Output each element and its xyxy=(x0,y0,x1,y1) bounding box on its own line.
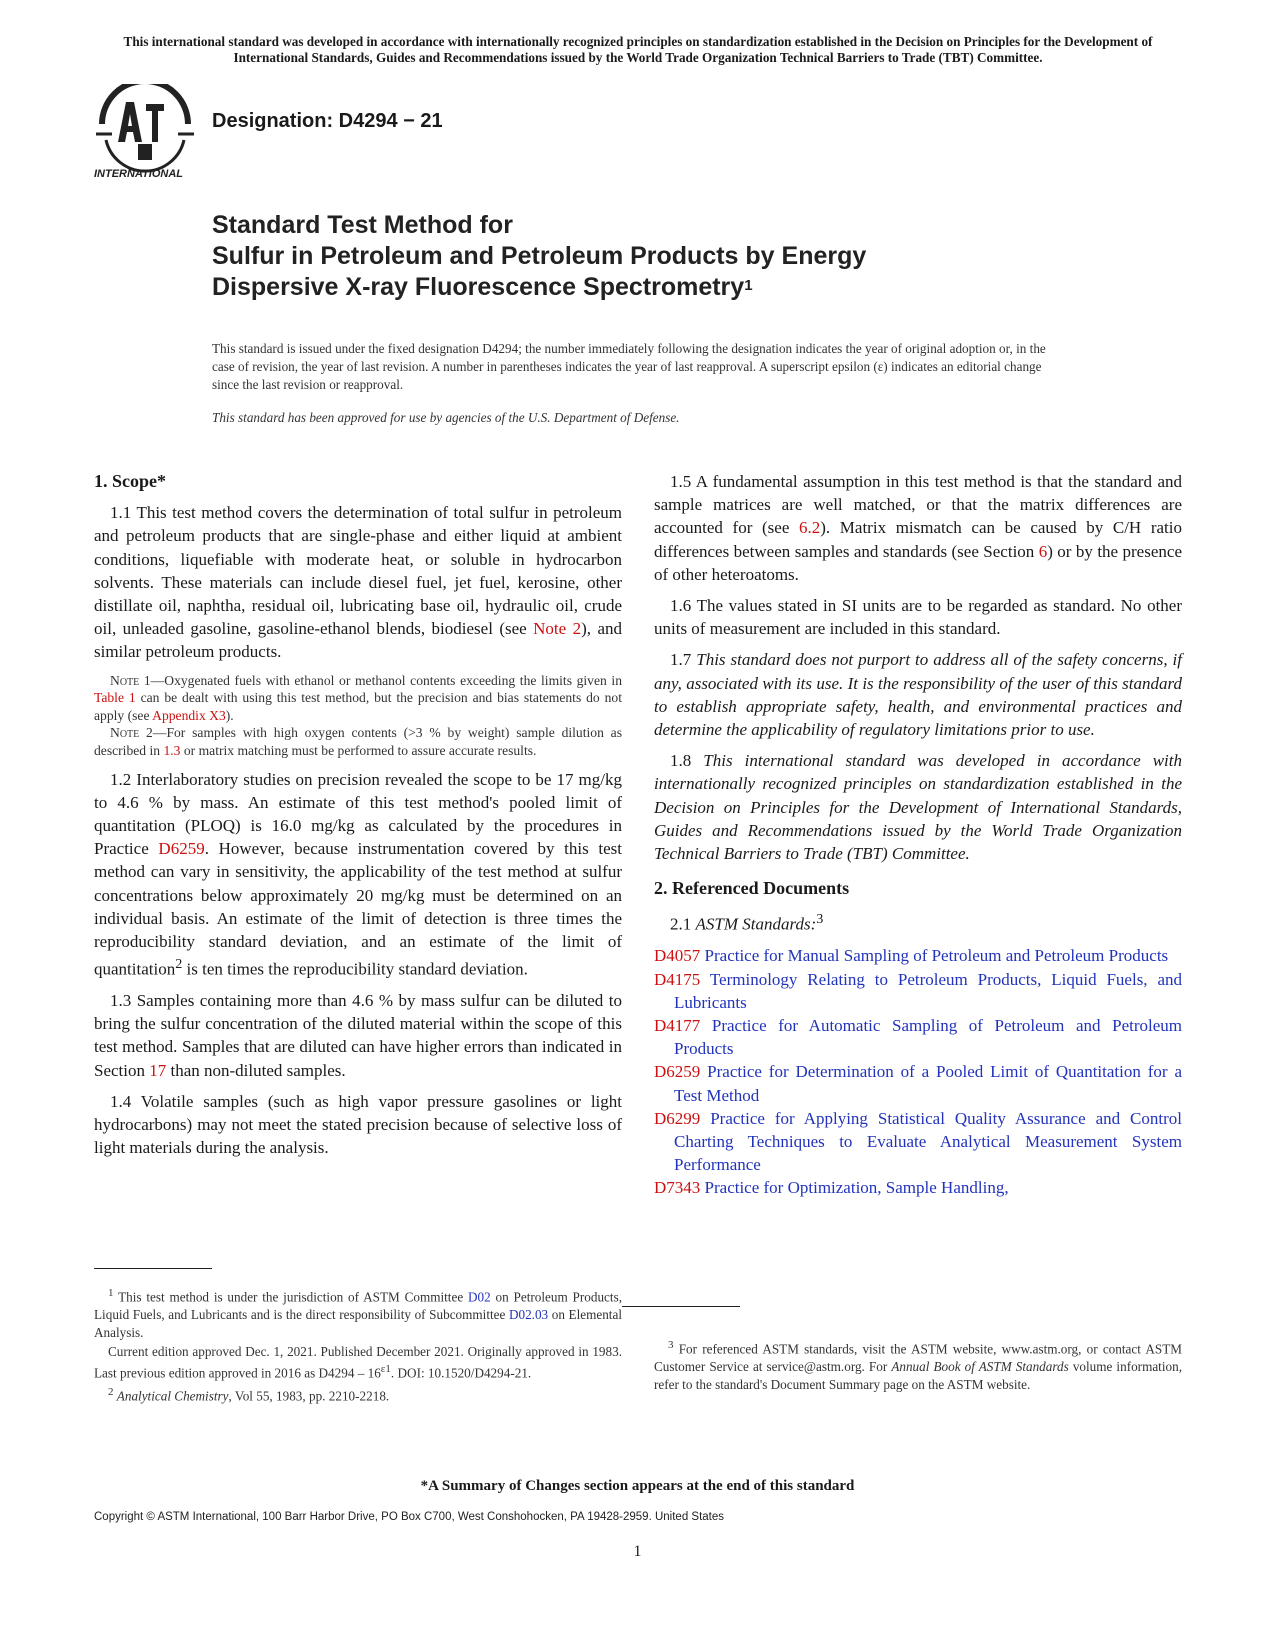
d02-link[interactable]: D02 xyxy=(468,1289,491,1305)
title-line-2: Sulfur in Petroleum and Petroleum Products by Energy xyxy=(212,242,867,270)
section-6-link[interactable]: 6 xyxy=(1038,541,1048,561)
note-2: Note 2—For samples with high oxygen contents (>3 % by weight) sample dilution as described in 1.3 or matrix matching must be performed to assure accurate results. xyxy=(94,725,622,758)
scope-heading: 1. Scope* xyxy=(94,471,166,491)
footnote-3: $^3$ For referenced ASTM standards, visit the ASTM website, www.astm.org, or contact ASTM Customer Service at service@astm.org. For Annual Book of ASTM Standards volume information, refer to the standard's Document Summary page on the ASTM website. xyxy=(654,1339,1182,1392)
d02-03-link[interactable]: D02.03 xyxy=(508,1306,549,1322)
paragraph-1-5: 1.5 A fundamental assumption in this test method is that the standard and sample matrices are well matched, or that the matrix differences are accounted for (see 6.2). Matrix mismatch can be caused by C/H ratio differences between samples and standards (see Section 6) or by the presence of other heteroatoms. xyxy=(654,472,1182,584)
standard-item-d6299 xyxy=(654,1107,1182,1177)
standard-title-link[interactable]: Practice for Automatic Sampling of Petroleum and Petroleum Products xyxy=(674,1015,1182,1059)
page-number: 1 xyxy=(633,1543,642,1560)
note-1: Note 1—Oxygenated fuels with ethanol or methanol contents exceeding the limits given in Table 1 can be dealt with using this test method, but the precision and bias statements do not apply (see Appendix X3). xyxy=(94,672,622,723)
notes-block xyxy=(94,672,622,760)
copyright-line: Copyright © ASTM International, 100 Barr Harbor Drive, PO Box C700, West Conshohocken, PA 19428-2959. United States xyxy=(94,1511,725,1523)
title-footnote-marker: 1 xyxy=(744,277,753,294)
note-2-link[interactable]: Note 2 xyxy=(533,619,582,639)
standard-title-link[interactable]: Terminology Relating to Petroleum Products, Liquid Fuels, and Lubricants xyxy=(674,969,1182,1012)
summary-of-changes-note: *A Summary of Changes section appears at the end of this standard xyxy=(420,1478,855,1494)
standard-title-link[interactable]: Practice for Determination of a Pooled Limit of Quantitation for a Test Method xyxy=(674,1062,1182,1105)
paragraph-1-4: 1.4 Volatile samples (such as high vapor pressure gasolines or light hydrocarbons) may not meet the stated precision because of selective loss of light materials during the analysis. xyxy=(94,1091,622,1158)
standard-item-d6259 xyxy=(654,1060,1182,1106)
standard-title-link[interactable]: Practice for Manual Sampling of Petroleum and Petroleum Products xyxy=(704,946,1169,966)
standards-list xyxy=(654,944,1182,1199)
title-line-3: Dispersive X-ray Fluorescence Spectrometry xyxy=(212,273,745,301)
footnotes-right xyxy=(654,1337,1182,1395)
footnote-2: $^2$ Analytical Chemistry, Vol 55, 1983, pp. 2210-2218. xyxy=(108,1385,390,1404)
footnote-divider-right xyxy=(622,1306,740,1307)
right-column xyxy=(654,470,1182,1200)
section-1-3-link[interactable]: 1.3 xyxy=(163,743,181,758)
section-6-2-link[interactable]: 6.2 xyxy=(799,518,821,538)
standard-code-link[interactable]: D4177 xyxy=(654,1015,701,1035)
standard-item-d4177 xyxy=(654,1014,1182,1060)
standard-code-link[interactable]: D4175 xyxy=(654,969,701,989)
dod-approval-note: This standard has been approved for use by agencies of the U.S. Department of Defense. xyxy=(212,410,680,425)
section-17-link[interactable]: 17 xyxy=(149,1060,167,1080)
table-1-link[interactable]: Table 1 xyxy=(94,690,136,706)
designation-note: This standard is issued under the fixed designation D4294; the number immediately following the designation indicates the year of original adoption or, in the case of revision, the year of last revision. A number in parentheses indicates the year of last reapproval. A superscript epsilon (ε) indicates an editorial change since the last revision or reapproval. xyxy=(212,341,1046,392)
standard-code-link[interactable]: D4057 xyxy=(654,946,701,966)
standard-code-link[interactable]: D7343 xyxy=(654,1178,701,1198)
logo-text: INTERNATIONAL xyxy=(94,168,184,180)
paragraph-1-6: 1.6 The values stated in SI units are to be regarded as standard. No other units of measurement are included in this standard. xyxy=(654,596,1182,639)
standard-title-link[interactable]: Practice for Applying Statistical Quality Assurance and Control Charting Techniques to Evaluate Analytical Measurement System Performance xyxy=(674,1108,1183,1175)
appendix-x3-link[interactable]: Appendix X3 xyxy=(152,707,226,723)
standard-item-d7343 xyxy=(654,1176,1182,1199)
top-notice: This international standard was developed in accordance with internationally recognized principles on standardization established in the Decision on Principles for the Development of International Standards, Guides and Recommendations issued by the World Trade Organization Technical Barriers to Trade (TBT) Committee. xyxy=(123,34,1153,65)
astm-standards-subheading: 2.1 ASTM Standards:$^3$ xyxy=(670,911,824,935)
d6259-link[interactable]: D6259 xyxy=(158,839,205,859)
standard-title-link[interactable]: Practice for Optimization, Sample Handling, xyxy=(704,1178,1009,1198)
standard-item-d4175 xyxy=(654,968,1182,1014)
left-column xyxy=(94,470,622,1168)
standard-code-link[interactable]: D6299 xyxy=(654,1108,701,1128)
footnotes-left xyxy=(94,1285,622,1407)
designation: Designation: D4294 − 21 xyxy=(212,110,443,132)
standard-code-link[interactable]: D6259 xyxy=(654,1062,701,1082)
title-line-1: Standard Test Method for xyxy=(212,211,513,239)
standard-item-d4057 xyxy=(654,944,1182,967)
paragraph-1-2: 1.2 Interlaboratory studies on precision revealed the scope to be 17 mg/kg to 4.6 % by mass. An estimate of this test method's pooled limit of quantitation (PLOQ) is 16.0 mg/kg as calculated by the procedures in Practice D6259. However, because instrumentation covered by this test method can vary in sensitivity, the applicability of the test method at sulfur concentrations below approximately 20 mg/kg must be determined on an individual basis. An estimate of the limit of detection is three times the reproducibility standard deviation, and an estimate of the limit of quantitation$^2$ is ten times the reproducibility standard deviation. xyxy=(94,769,622,979)
paragraph-1-7: 1.7 This standard does not purport to address all of the safety concerns, if any, associated with its use. It is the responsibility of the user of this standard to establish appropriate safety, health, and environmental practices and determine the applicability of regulatory limitations prior to use. xyxy=(654,650,1182,740)
footnote-1: $^1$ This test method is under the jurisdiction of ASTM Committee D02 on Petroleum Products, Liquid Fuels, and Lubricants and is the direct responsibility of Subcommittee D02.03 on Elemental Analysis. xyxy=(94,1287,622,1340)
paragraph-1-8: 1.8 This international standard was developed in accordance with internationally recognized principles on standardization established in the Decision on Principles for the Development of International Standards, Guides and Recommendations issued by the World Trade Organization Technical Barriers to Trade (TBT) Committee. xyxy=(654,751,1182,864)
paragraph-1-3: 1.3 Samples containing more than 4.6 % by mass sulfur can be diluted to bring the sulfur concentration of the diluted material within the scope of this test method. Samples that are diluted can have higher errors than indicated in Section 17 than non-diluted samples. xyxy=(94,991,622,1080)
footnote-1-edition: Current edition approved Dec. 1, 2021. Published December 2021. Originally approved in 1983. Last previous edition approved in 2016 as $D4294 - 16^{\varepsilon 1}$. DOI: 10.1520/D4294-21. xyxy=(94,1344,622,1381)
astm-logo-icon xyxy=(92,84,198,180)
footnote-divider-left xyxy=(94,1268,212,1269)
referenced-documents-heading: 2. Referenced Documents xyxy=(654,878,850,899)
document-title xyxy=(212,210,1112,303)
paragraph-1-1: 1.1 This test method covers the determination of total sulfur in petroleum and petroleum products that are single-phase and either liquid at ambient conditions, liquefiable with moderate heat, or soluble in hydrocarbon solvents. These materials can include diesel fuel, jet fuel, kerosine, other distillate oil, naphtha, residual oil, lubricating base oil, hydraulic oil, crude oil, unleaded gasoline, gasoline-ethanol blends, biodiesel (see Note 2), and similar petroleum products. xyxy=(94,503,622,662)
